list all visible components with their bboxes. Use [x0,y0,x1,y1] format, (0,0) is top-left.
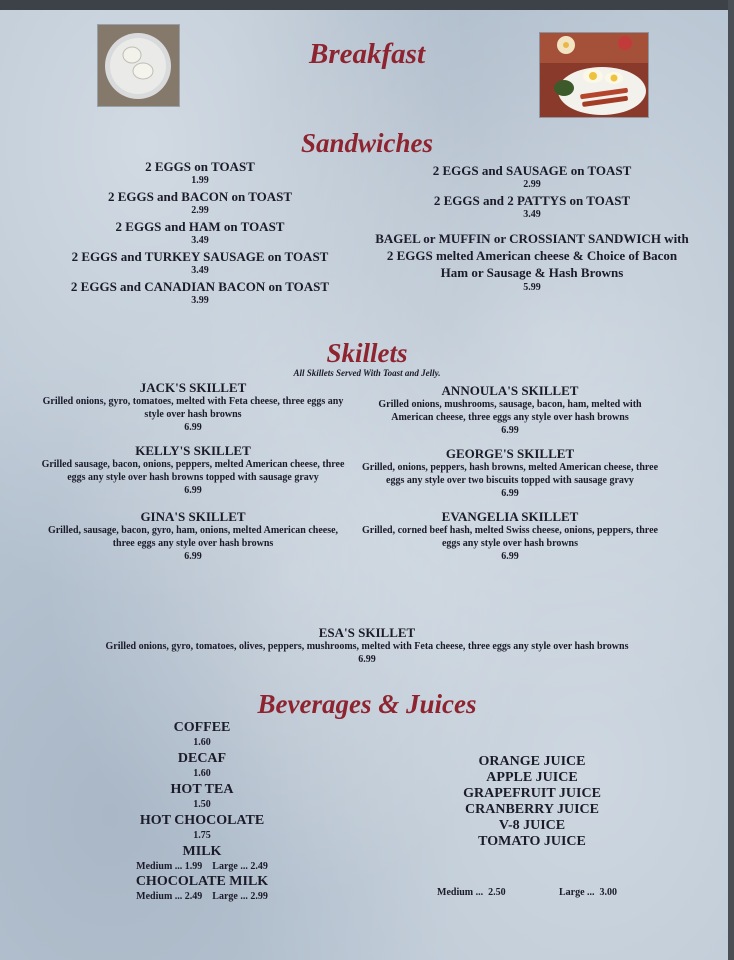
juice-item: TOMATO JUICE [478,834,586,849]
skillet-item: KELLY'S SKILLET Grilled sausage, bacon, onions, peppers, melted American cheese, three eggs any style over hash browns topped with sausage gravy 6.99 [41,443,345,496]
beverage-item: HOT TEA 1.50 [170,782,234,810]
skillet-item: ANNOULA'S SKILLET Grilled onions, mushrooms, sausage, bacon, ham, melted with American cheese, three eggs any style over hash browns 6.99 [378,383,642,436]
breakfast-plate-photo [540,33,648,117]
skillet-item: JACK'S SKILLET Grilled onions, gyro, tomatoes, melted with Feta cheese, three eggs any style over hash browns 6.99 [42,380,344,433]
scan-border-top [0,0,734,10]
beverages-left-column [102,720,302,903]
sandwich-item: 2 EGGS and 2 PATTYS on TOAST 3.49 [433,193,631,220]
juice-item: GRAPEFRUIT JUICE [463,786,601,801]
beverage-item: CHOCOLATE MILK Medium ... 2.49 Large ... 2.99 [135,874,269,902]
sandwich-item: 2 EGGS and HAM on TOAST 3.49 [115,219,285,246]
beverage-item: DECAF 1.60 [177,751,227,779]
eggs-bowl-photo [98,25,179,106]
skillets-left-column [40,380,346,563]
skillet-item: EVANGELIA SKILLET Grilled, corned beef hash, melted Swiss cheese, onions, peppers, three eggs any style over hash browns 6.99 [362,509,658,562]
sandwich-item: 2 EGGS and TURKEY SAUSAGE on TOAST 3.49 [71,249,329,276]
beverage-item: COFFEE 1.60 [173,720,231,748]
juice-item: ORANGE JUICE [478,754,586,769]
sandwich-item: 2 EGGS and CANADIAN BACON on TOAST 3.99 [70,279,330,306]
sandwiches-left-column [40,159,360,307]
scan-border-right [728,0,734,960]
skillets-heading: Skillets [326,338,408,368]
skillet-item: GEORGE'S SKILLET Grilled, onions, peppers, hash browns, melted American cheese, three eggs any style over two biscuits topped with sausage gravy 6.99 [362,446,659,499]
sandwich-item: 2 EGGS and BACON on TOAST 2.99 [107,189,293,216]
skillet-item-full-width: ESA'S SKILLET Grilled onions, gyro, tomatoes, olives, peppers, mushrooms, melted with Feta cheese, three eggs any style over hash browns 6.99 [105,625,629,665]
skillet-item: GINA'S SKILLET Grilled, sausage, bacon, gyro, ham, onions, melted American cheese, three eggs any style over hash browns 6.99 [47,509,339,562]
skillets-right-column [362,383,658,563]
juice-medium-price: Medium ... 2.50 [437,887,506,898]
sandwich-item: 2 EGGS on TOAST 1.99 [145,159,255,186]
menu-title: Breakfast [309,38,425,70]
juice-item: V-8 JUICE [498,818,566,833]
skillets-note: All Skillets Served With Toast and Jelly. [293,368,441,378]
beverage-item: MILK Medium ... 1.99 Large ... 2.49 [136,844,268,872]
juice-item: APPLE JUICE [486,770,578,785]
sandwich-item: 2 EGGS and SAUSAGE on TOAST 2.99 [432,163,632,190]
sandwich-item: BAGEL or MUFFIN or CROSSIANT SANDWICH with 2 EGGS melted American cheese & Choice of Bacon Ham or Sausage & Hash Browns 5.99 [375,231,689,293]
juices-column [432,754,632,850]
sandwiches-heading: Sandwiches [300,128,434,158]
juice-large-price: Large ... 3.00 [559,887,618,898]
beverage-item: HOT CHOCOLATE 1.75 [139,813,265,841]
juice-item: CRANBERRY JUICE [465,802,599,817]
sandwiches-right-column [372,163,692,294]
beverages-heading: Beverages & Juices [257,689,477,719]
